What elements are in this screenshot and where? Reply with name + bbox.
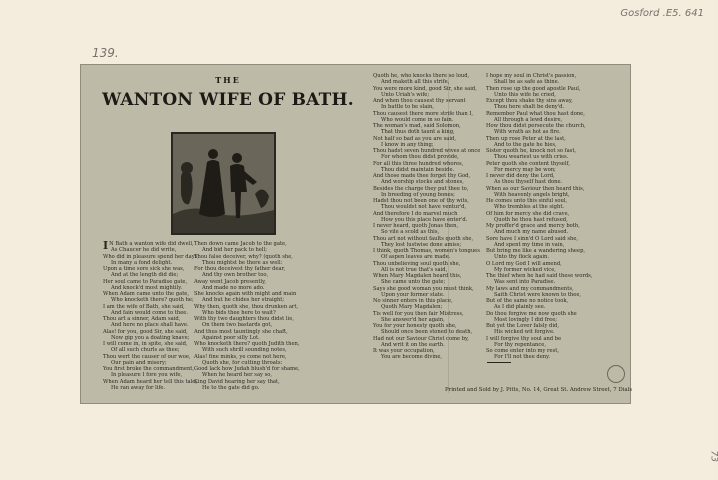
verse-line: You are become divine,: [381, 354, 443, 361]
verse-line: Then down came Jacob to the gate,: [194, 241, 287, 247]
verse-line: Our pain and misery;: [111, 359, 167, 366]
verse-line: And therefore I do marvel much: [373, 210, 458, 217]
verse-line: Who trembles at the sight.: [494, 204, 565, 211]
verse-line: For mercy may be won;: [494, 166, 556, 173]
verse-line: With thy two daughters thou didst lie,: [194, 316, 294, 322]
verse-line: I hope my soul in Christ's passion,: [486, 73, 577, 79]
verse-line: Most lovingly I did free;: [494, 316, 558, 323]
verse-line: You for your honesty quoth she,: [373, 323, 457, 329]
verse-line: She knocks again with might and main: [194, 291, 297, 297]
verse-line: Of all such churls as thee;: [111, 347, 180, 354]
verse-line: I will come in, in spite, she said,: [103, 341, 188, 347]
verse-line: With wrath as hot as fire.: [494, 129, 561, 136]
verse-line: Had not our Saviour Christ come by,: [373, 335, 469, 342]
verse-line: Alas! for you, good Sir, she said,: [103, 328, 188, 335]
verse-line: And knock'd most mightily.: [111, 284, 183, 291]
verse-line: Thou here shalt be deny'd.: [494, 104, 565, 111]
verse-line: When Adam came unto the gate,: [103, 291, 189, 297]
verse-line: Quoth Mary Magdalen;: [381, 304, 443, 311]
printer-imprint: Printed and Sold by J. Pitts, No. 14, Great St. Andrew Street, 7 Dials: [445, 387, 633, 393]
verse-line: Besides the charge they put thee to,: [373, 185, 469, 192]
verse-line: I think, quoth Thomas, women's tongues: [373, 248, 480, 254]
verse-line: She answer'd her again,: [381, 316, 445, 323]
broadside-sheet: [80, 64, 631, 404]
ballad-title: WANTON WIFE OF BATH.: [102, 90, 354, 110]
verse-line: Upon a time sore sick she was,: [103, 266, 185, 272]
verse-line: And but he chides her straight;: [202, 297, 285, 304]
verse-line: Alas! fine minks, ye come not here,: [194, 353, 287, 360]
verse-line: He to the gate did go.: [202, 384, 260, 391]
verse-line: Unto this wife he cried,: [494, 91, 556, 98]
verse-line: Unto thy flock again.: [494, 254, 550, 261]
verse-line: N Bath a wanton wife did dwell,: [109, 241, 194, 247]
verse-line: He ran away for life.: [111, 384, 166, 391]
verse-line: As Chaucer he did write,: [111, 247, 177, 254]
verse-line: My former wicked vice,: [494, 266, 556, 273]
leaf-number: 139.: [92, 46, 119, 60]
verse-line: When Mary Magdalen heard this,: [373, 273, 462, 279]
verse-line: I am the wife of Bath, she said,: [103, 303, 185, 310]
verse-line: On them two bastards got,: [202, 322, 273, 329]
ballad-column-3: [373, 73, 481, 361]
verse-line: The thief when he had said these words,: [486, 273, 593, 279]
verse-line: Then up rose Peter at the last,: [486, 135, 566, 142]
verse-line: Thou hadst seven hundred wives at once: [373, 148, 481, 154]
verse-line: They lost lustwise done amiss;: [381, 241, 462, 248]
verse-line: For I'll not thee deny.: [494, 354, 551, 361]
verse-line: Against poor silly Lot.: [202, 334, 260, 341]
archive-reference: Gosford .E5. 641: [620, 8, 704, 19]
verse-line: Peter quoth she content thyself,: [486, 160, 570, 167]
verse-line: Quoth she, for cutting throats:: [202, 359, 283, 366]
verse-line: Away went Jacob presently,: [194, 278, 266, 285]
verse-line: Thou causest there more strife than I,: [373, 110, 474, 117]
verse-line: Should once been stoned to death,: [381, 329, 473, 336]
verse-line: Saith Christ were known to thee,: [494, 291, 582, 298]
verse-line: Thou false deceiver, why? (quoth she,: [194, 253, 293, 260]
verse-line: O Lord my God I will amend,: [486, 260, 562, 267]
verse-line: For thou deceivest thy father dear,: [194, 266, 286, 272]
ballad-column-1: [103, 239, 200, 391]
verse-line: You were more kind, good Sir, she said,: [373, 85, 477, 92]
verse-line: And maketh all this strife,: [381, 79, 450, 86]
verse-line: All through a lewd desire,: [494, 116, 563, 123]
verse-line: Thou mightst be there as well:: [202, 259, 283, 266]
library-stamp-icon: [607, 365, 625, 383]
verse-line: Quoth he thou hast refused,: [494, 216, 568, 223]
verse-line: Hadst thou not been one of thy wits,: [373, 198, 469, 204]
verse-line: The woman's mad, said Solomon,: [373, 123, 461, 129]
verse-line: And thy own brother too,: [202, 272, 269, 279]
verse-line: For thy repentance,: [494, 341, 546, 348]
verse-line: And worship stocks and stones,: [381, 179, 464, 186]
verse-line: You first broke the commandment,: [103, 366, 195, 372]
verse-line: Thou didst maintain beside.: [381, 166, 455, 173]
woodcut-couple-illustration: [171, 132, 276, 235]
verse-line: So come enter into my rest,: [486, 348, 559, 354]
verse-line: Thou art not without faults quoth she,: [373, 235, 474, 242]
verse-line: She came unto the gate;: [381, 279, 446, 286]
verse-line: Not half so bad as you are said,: [373, 135, 456, 142]
verse-line: I never heard, quoth Jonas then,: [373, 223, 459, 229]
verse-line: All is not true that's said,: [381, 266, 448, 273]
verse-line: In many a fond delight.: [111, 259, 173, 266]
verse-line: But bring me like a wandering sheep,: [486, 248, 586, 254]
verse-line: And at the length did die;: [111, 272, 179, 279]
verse-line: King David hearing her say that,: [194, 378, 280, 385]
verse-line: How you this place have enter'd.: [381, 216, 468, 223]
verse-line: Who would come in so fain.: [381, 116, 454, 123]
verse-line: Now gip you a doating knave;: [111, 334, 190, 341]
verse-line: In breeding of young bones;: [381, 191, 455, 198]
verse-line: Of him for mercy she did crave,: [486, 210, 570, 217]
verse-line: My laws and my commandments,: [486, 285, 574, 292]
verse-line: Upon your former state.: [381, 291, 445, 298]
verse-line: But yet the Lover falsly did,: [486, 323, 559, 329]
ballad-title-small: THE: [215, 75, 241, 85]
verse-line: Shall be as safe as thine.: [494, 79, 560, 86]
verse-line: That thus doth taunt a king,: [381, 129, 455, 136]
verse-line: I know in any thing;: [381, 141, 434, 148]
verse-line: Then rose up the good apostle Paul,: [486, 85, 581, 92]
verse-line: Of aspen leaves are made.: [381, 254, 451, 261]
verse-line: And made no more ado.: [202, 284, 265, 291]
verse-line: Thou wouldst not have ventur'd,: [381, 204, 467, 211]
verse-line: And fain would come to thee.: [111, 309, 188, 316]
ballad-column-4: [486, 73, 593, 361]
verse-line: And those made thee forget thy God,: [373, 173, 471, 179]
verse-line: As I did plainly see.: [494, 304, 546, 311]
verse-line: And thus most tauntingly she chaft,: [194, 328, 288, 335]
side-number: 73: [708, 450, 718, 462]
verse-line: And much my name abused.: [494, 229, 569, 236]
ballad-column-2: [194, 241, 300, 391]
verse-line: Why then, quoth she, thou drunken art,: [194, 303, 299, 310]
verse-line: And bid her pack to hell;: [202, 247, 267, 254]
verse-line: Do thou forgive me now quoth she: [486, 310, 577, 317]
verse-line: For whom thou didst provide,: [381, 154, 459, 161]
verse-line: In battle to be slain,: [381, 104, 434, 111]
verse-line: Sore have I sinn'd O Lord said she,: [486, 235, 579, 242]
verse-line: Her soul came to Paradise gate,: [103, 278, 188, 285]
verse-line: His wicked wit forgive.: [494, 329, 555, 336]
verse-line: But of the same no notice took,: [486, 298, 569, 304]
verse-line: How thou didst persecute the church,: [486, 123, 586, 129]
verse-line: Sister quoth he, knock not so fast,: [486, 148, 577, 154]
verse-line: And here no place shall have.: [111, 322, 189, 329]
verse-line: As thou thyself hast done.: [494, 179, 563, 186]
verse-line: With such shrill sounding notes,: [202, 347, 287, 354]
verse-line: And writ it on the earth.: [381, 341, 445, 348]
verse-line: He comes unto this sinful soul,: [486, 198, 568, 204]
verse-line: Except thou shake thy sins away,: [486, 98, 573, 104]
verse-line: No sinner enters in this place,: [373, 298, 453, 304]
verse-line: Who knocketh there? quoth Judith then,: [194, 341, 300, 347]
verse-line: Thou unbelieving soul quoth she,: [373, 260, 461, 267]
verse-line: When he heard her say so,: [202, 372, 273, 379]
verse-line: Who did in pleasure spend her days;: [103, 253, 200, 260]
verse-line: I will forgive thy soul and be: [486, 335, 562, 342]
verse-line: And spent my time in vain,: [494, 241, 565, 248]
verse-line: Quoth he, who knocks there so loud,: [373, 73, 470, 79]
verse-line: When as our Saviour then heard this,: [486, 185, 585, 192]
verse-line: Thou art a sinner, Adam said,: [103, 316, 181, 322]
verse-line: I never did deny the Lord,: [486, 173, 555, 179]
verse-line: My proffer'd grace and mercy both,: [486, 223, 580, 229]
verse-line: Unto Uriah's wife;: [381, 91, 430, 98]
verse-line: Who knocketh there? quoth he;: [111, 297, 194, 304]
verse-line: Remember Paul what thou hast done,: [486, 110, 585, 117]
verse-line: Thou weariest us with cries.: [494, 154, 569, 161]
end-rule: [487, 362, 511, 363]
verse-line: Says she good woman you must think,: [373, 285, 474, 292]
verse-line: It was your occupation,: [373, 348, 435, 354]
drop-cap: I: [103, 239, 109, 252]
verse-line: And to the gate he hies,: [494, 141, 557, 148]
verse-line: Tis well for you then fair Mistress,: [373, 310, 464, 317]
verse-line: With heavenly angels bright,: [494, 191, 570, 198]
verse-line: For all this three hundred whores,: [373, 160, 464, 167]
verse-line: In pleasure I fore you wife,: [111, 372, 183, 379]
verse-line: When Adam heard her tell this tale,: [103, 378, 198, 385]
verse-line: So vile a scold as this,: [381, 229, 440, 236]
verse-line: And when thou causest thy servant: [373, 98, 466, 104]
verse-line: Good lack how Judah blush'd for shame,: [194, 366, 300, 372]
verse-line: Was sent into Paradise.: [494, 279, 556, 286]
verse-line: Who bids thee here to wait?: [202, 309, 276, 316]
verse-line: Thou wert the causer of our woe,: [103, 353, 191, 360]
